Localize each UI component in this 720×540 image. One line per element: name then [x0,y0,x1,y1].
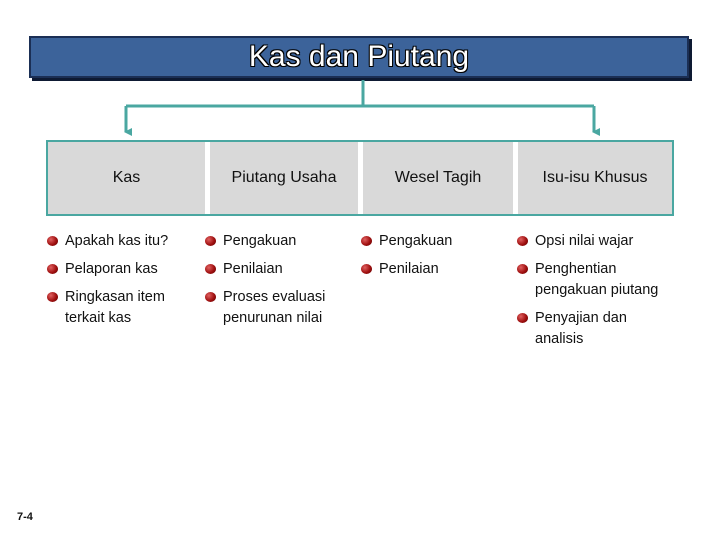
column-isu-isu-khusus [517,231,682,357]
list-item: Proses evaluasi penurunan nilai [205,287,341,329]
bullet-icon [517,264,528,274]
header-isu-isu-khusus: Isu-isu Khusus [518,142,672,214]
bullet-icon [205,236,216,246]
list-item: Pengakuan [361,231,511,252]
header-band [46,140,674,216]
bullet-icon [47,264,58,274]
header-wesel-tagih: Wesel Tagih [363,142,513,214]
header-kas: Kas [48,142,205,214]
bullet-icon [47,236,58,246]
list-item: Pengakuan [205,231,355,252]
page-number: 7-4 [17,511,33,523]
column-piutang-usaha [205,231,355,336]
bullet-icon [361,264,372,274]
column-kas [47,231,197,336]
list-item: Ringkasan item terkait kas [47,287,177,329]
list-item: Pelaporan kas [47,259,197,280]
bullet-icon [47,292,58,302]
list-item: Penilaian [205,259,355,280]
bullet-icon [517,236,528,246]
bullet-icon [205,292,216,302]
list-item: Opsi nilai wajar [517,231,682,252]
header-piutang-usaha: Piutang Usaha [210,142,358,214]
list-item: Penilaian [361,259,511,280]
bullet-icon [361,236,372,246]
list-item: Penghentian pengakuan piutang [517,259,685,301]
bullet-icon [517,313,528,323]
bullet-icon [205,264,216,274]
column-wesel-tagih [361,231,511,287]
list-item: Penyajian dan analisis [517,308,647,350]
list-item: Apakah kas itu? [47,231,197,252]
diagram-title: Kas dan Piutang [248,40,470,73]
